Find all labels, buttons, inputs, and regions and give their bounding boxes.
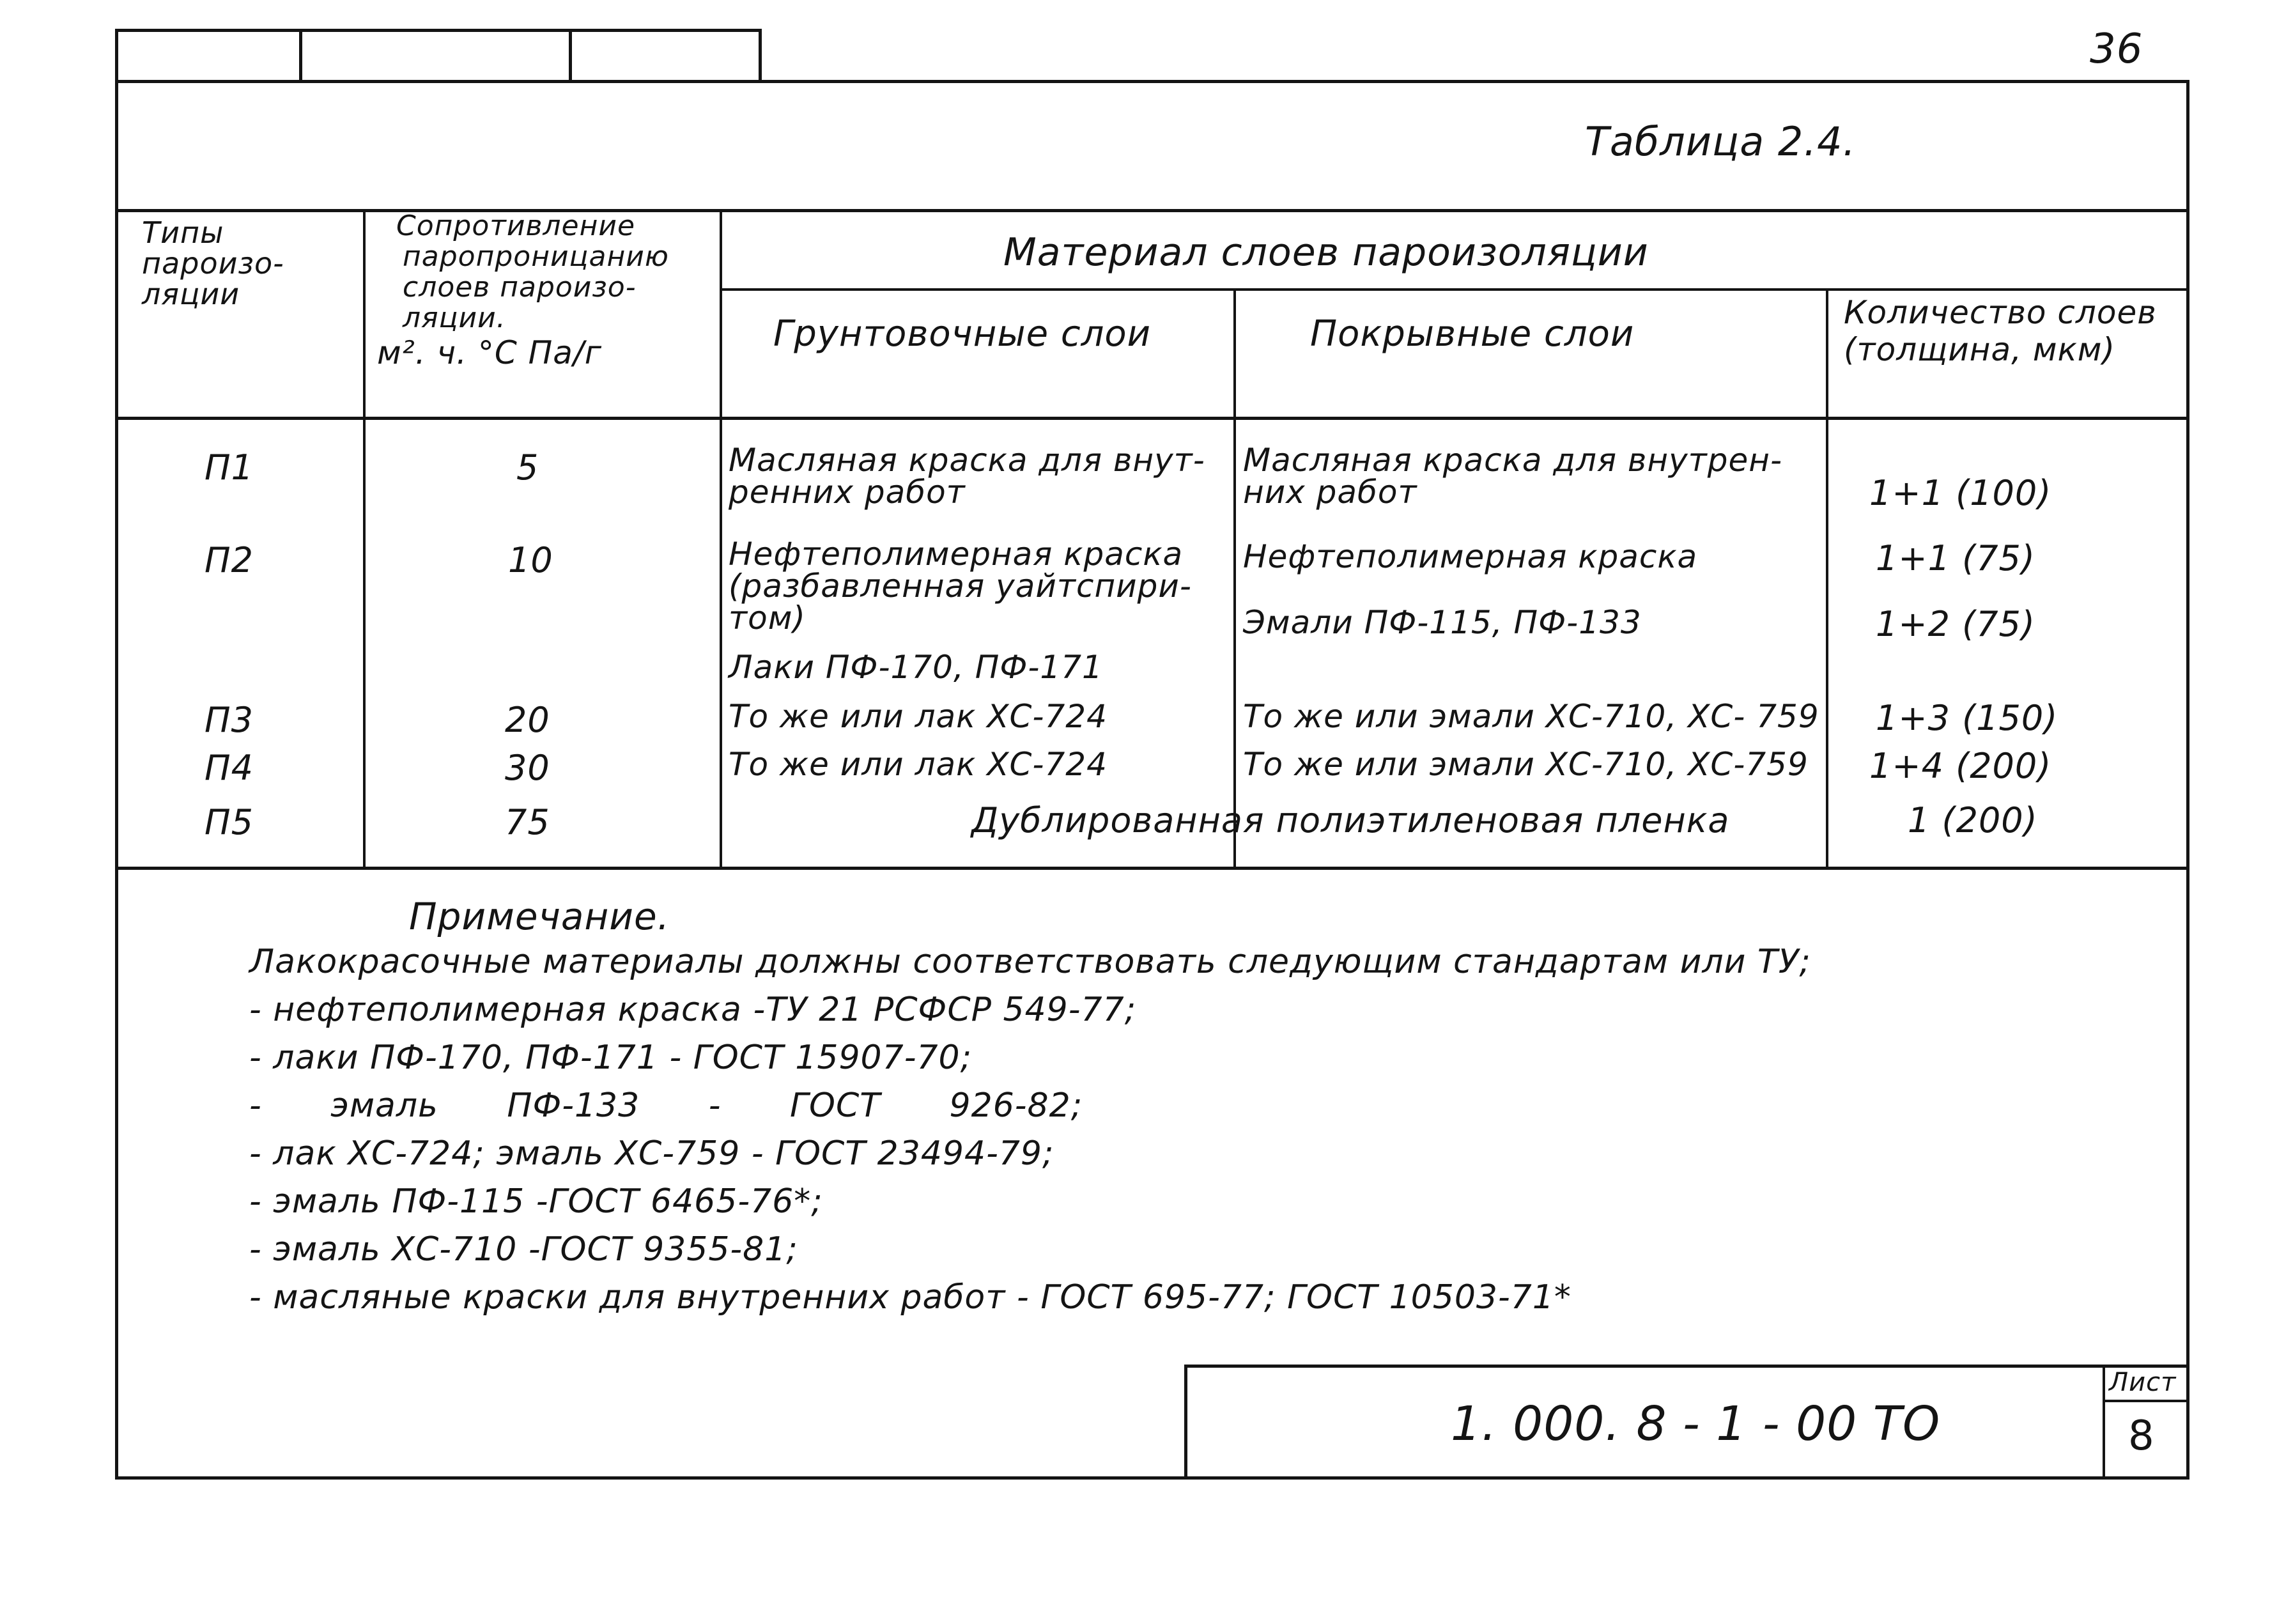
header-bottom-line [115, 417, 2189, 420]
cell-resistance: 75 [505, 802, 550, 842]
cell-resistance: 10 [508, 540, 553, 580]
cell-count: 1+1 (75) [1876, 538, 2035, 578]
stamp-top-line [1184, 1365, 2189, 1368]
cell-type: П5 [205, 802, 254, 842]
cell-primer: То же или лак ХС-724 [729, 698, 1108, 735]
box-line [115, 29, 118, 81]
note-item: - лаки ПФ-170, ПФ-171 - ГОСТ 15907-70; [249, 1039, 973, 1077]
header-resistance: Сопротивление паропроницанию слоев пароизо- ляции. м². ч. °С Па/г [377, 210, 669, 371]
cell-type: П3 [205, 700, 254, 740]
note-title: Примечание. [409, 895, 670, 938]
box-line [299, 29, 302, 81]
cell-count: 1 (200) [1908, 800, 2038, 840]
cell-cover: Масляная краска для внутрен- них работ [1243, 442, 1783, 511]
stamp-sheet-line [2103, 1365, 2105, 1480]
box-top-line [115, 29, 762, 32]
note-item: - масляные краски для внутренних работ - ГОСТ 695-77; ГОСТ 10503-71* [249, 1278, 1571, 1317]
note-item: - лак ХС-724; эмаль ХС-759 - ГОСТ 23494-79; [249, 1134, 1054, 1173]
cell-type: П4 [205, 748, 254, 788]
cell-primer: То же или лак ХС-724 [729, 746, 1108, 783]
cell-type: П1 [205, 447, 254, 488]
table-bottom-line [115, 867, 2189, 870]
cell-count: 1+3 (150) [1876, 698, 2058, 738]
cell-cover: Эмали ПФ-115, ПФ-133 [1243, 604, 1642, 641]
page-number: 36 [2090, 26, 2143, 73]
cell-primer: Лаки ПФ-170, ПФ-171 [729, 649, 1103, 686]
note-item: - эмаль ХС-710 -ГОСТ 9355-81; [249, 1230, 798, 1269]
note-item: - нефтеполимерная краска -ТУ 21 РСФСР 549-77; [249, 991, 1137, 1029]
cell-merged: Дублированная полиэтиленовая пленка [971, 800, 1730, 840]
cell-count: 1+4 (200) [1869, 746, 2052, 786]
col-line-2 [720, 209, 722, 868]
document-designation: 1. 000. 8 - 1 - 00 ТО [1451, 1396, 1941, 1451]
cell-resistance: 5 [516, 447, 539, 488]
box-line [569, 29, 572, 81]
table-title: Таблица 2.4. [1585, 118, 1857, 165]
cell-resistance: 20 [505, 700, 550, 740]
sheet-number: 8 [2128, 1412, 2154, 1460]
col-line-1 [363, 209, 366, 868]
header-material-group: Материал слоев пароизоляции [1003, 230, 1649, 275]
cell-cover: То же или эмали ХС-710, ХС-759 [1243, 746, 1809, 783]
col-line-4 [1826, 288, 1828, 867]
note-item: - эмаль ПФ-115 -ГОСТ 6465-76*; [249, 1182, 823, 1221]
cell-primer: Нефтеполимерная краска (разбавленная уайтспири- том) [729, 536, 1192, 637]
cell-type: П2 [205, 540, 254, 580]
sheet-label: Лист [2109, 1368, 2177, 1397]
header-primer: Грунтовочные слои [773, 313, 1152, 355]
stamp-sheet-divider [2103, 1400, 2189, 1402]
stamp-left-line [1184, 1365, 1187, 1480]
group-header-line [722, 288, 2189, 291]
cell-count: 1+2 (75) [1876, 604, 2035, 644]
cell-primer: Масляная краска для внут- ренних работ [729, 442, 1205, 511]
cell-resistance: 30 [505, 748, 550, 788]
cell-cover: Нефтеполимерная краска [1243, 538, 1698, 575]
note-intro: Лакокрасочные материалы должны соответствовать следующим стандартам или ТУ; [249, 943, 1811, 981]
cell-cover: То же или эмали ХС-710, ХС- 759 [1243, 698, 1819, 735]
note-item: - эмаль ПФ-133 - ГОСТ 926-82; [249, 1087, 1083, 1125]
col-line-3 [1233, 288, 1236, 867]
header-type: Типы пароизо- ляции [142, 215, 284, 311]
cell-count: 1+1 (100) [1869, 473, 2052, 513]
header-count: Количество слоев (толщина, мкм) [1844, 294, 2157, 368]
box-line [759, 29, 762, 81]
header-cover: Покрывные слои [1310, 313, 1635, 355]
